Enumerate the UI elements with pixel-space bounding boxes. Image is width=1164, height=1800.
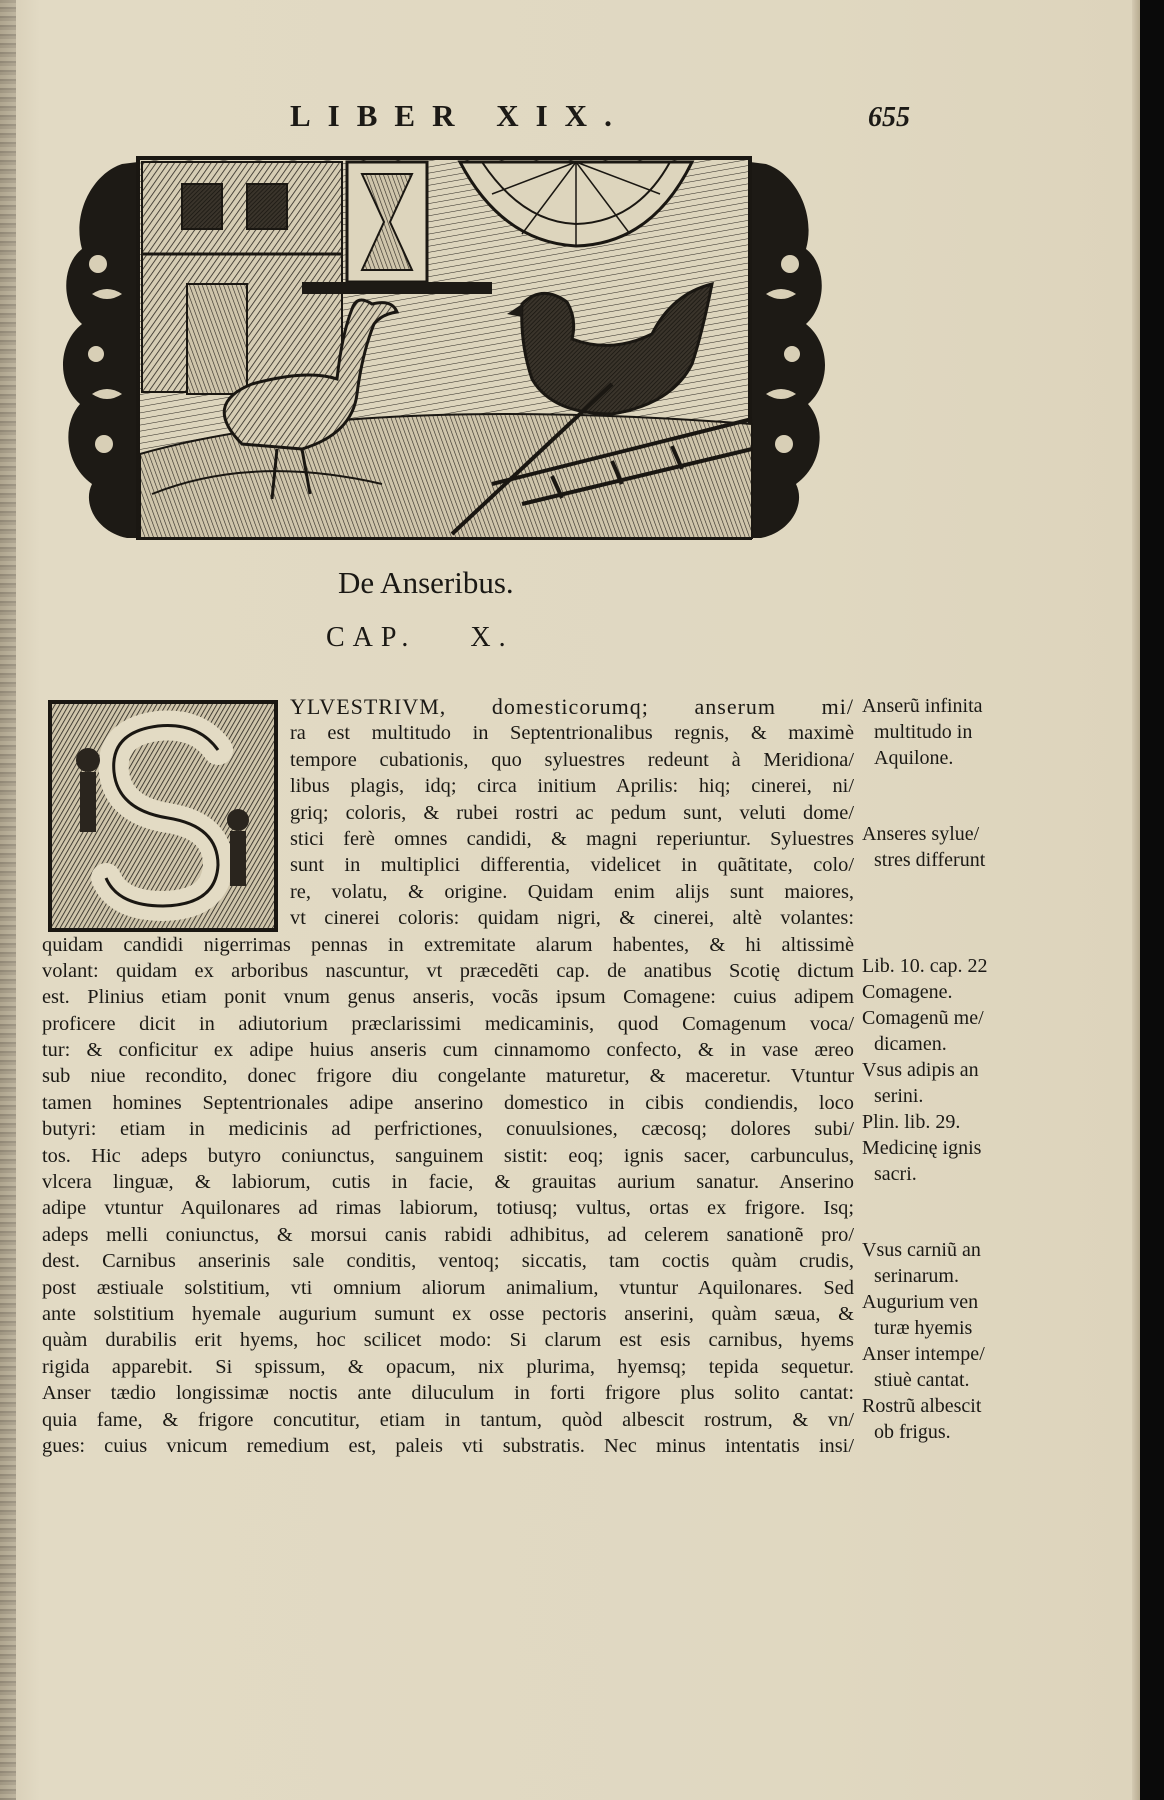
margin-note: Anserũ infinita <box>862 695 983 717</box>
margin-note: Medicinę ignis <box>862 1137 982 1159</box>
text-line: rigida apparebit. Si spissum, & opacum, nix plurima, hyemsq; tepida sequetur. <box>42 1355 854 1378</box>
page-edge <box>1132 0 1140 1800</box>
margin-note: Anseres sylue/ <box>862 823 980 845</box>
margin-note: multitudo in <box>874 721 973 743</box>
text-line: gues: cuius vnicum remedium est, paleis vti substratis. Nec minus intentatis insi/ <box>42 1434 854 1457</box>
text-line: vt cinerei coloris: quidam nigri, & cinerei, altè volantes: <box>290 907 854 930</box>
margin-note: stres differunt <box>874 849 986 871</box>
chapter-heading <box>326 622 514 654</box>
text-line: ante solstitium hyemale augurium sumunt ex osse pectoris anserini, quàm sæua, & <box>42 1302 854 1325</box>
text-line: tur: & conficitur ex adipe huius anseris cum cinnamomo confecto, & in vase æreo <box>42 1039 854 1062</box>
margin-note: serinarum. <box>874 1265 959 1287</box>
text-line: volant: quidam ex arboribus nascuntur, vt præcedẽti cap. de anatibus Scotię dictum <box>42 959 854 982</box>
page-gutter <box>0 0 16 1800</box>
text-line: adeps melli coniunctus, & morsui canis rabidi adhibitus, ad celerem sanationẽ pro/ <box>42 1223 854 1246</box>
text-line: est. Plinius etiam ponit vnum genus anseris, vocãs ipsum Comagene: cuius adipem <box>42 986 854 1009</box>
text-line: proficere dicit in adiutorium præclarissimi medicaminis, quod Comagenum voca/ <box>42 1012 854 1035</box>
text-line: libus plagis, idq; circa initium Aprilis: hiq; cinerei, ni/ <box>290 775 854 798</box>
body-text <box>42 694 854 1459</box>
margin-note: Vsus adipis an <box>862 1059 979 1081</box>
page-number: 655 <box>868 102 910 133</box>
text-line: Anser tædio longissimæ noctis ante diluculum in forti frigore plus solito cantat: <box>42 1382 854 1405</box>
margin-note: Plin. lib. 29. <box>862 1111 961 1133</box>
margin-note: Anser intempe/ <box>862 1343 985 1365</box>
margin-note: turæ hyemis <box>874 1317 973 1339</box>
margin-note: dicamen. <box>874 1033 947 1055</box>
margin-note: Rostrũ albescit <box>862 1395 982 1417</box>
text-line: griq; coloris, & rubei rostri ac pedum sunt, veluti dome/ <box>290 801 854 824</box>
text-line: quàm durabilis erit hyems, hoc scilicet modo: Si clarum est esis carnibus, hyems <box>42 1329 854 1352</box>
chapter-number: X. <box>470 622 514 653</box>
woodcut-illustration <box>52 154 836 544</box>
woodcut-goose-hen-image <box>52 154 836 544</box>
margin-note: stiuè cantat. <box>874 1369 970 1391</box>
text-line: stici ferè omnes candidi, & magni reperiuntur. Syluestres <box>290 827 854 850</box>
text-line: butyri: etiam in medicinis ad perfrictiones, conuulsiones, cæcosq; dolores subi/ <box>42 1118 854 1141</box>
text-line: ra est multitudo in Septentrionalibus regnis, & maximè <box>290 722 854 745</box>
margin-note: Lib. 10. cap. 22 <box>862 955 988 977</box>
text-line: YLVESTRIVM, domesticorumq; anserum mi/ <box>290 694 854 719</box>
margin-note: Comagene. <box>862 981 953 1003</box>
margin-note: serini. <box>874 1085 924 1107</box>
section-title: De Anseribus. <box>338 565 514 600</box>
text-line: sub niue recondito, donec frigore diu congelante maturetur, & maceretur. Vtuntur <box>42 1065 854 1088</box>
margin-note: Vsus carniũ an <box>862 1239 981 1261</box>
text-line: post æstiuale solstitium, vti omnium aliorum animalium, vtuntur Aquilonares. Sed <box>42 1276 854 1299</box>
text-line: dest. Carnibus anserinis sale conditis, ventoq; siccatis, tam coctis quàm crudis, <box>42 1250 854 1273</box>
text-line: tamen homines Septentrionales adipe anserino domestico in cibis condiendis, loco <box>42 1091 854 1114</box>
margin-note: Comagenũ me/ <box>862 1007 984 1029</box>
text-line: vlcera linguæ, & labiorum, cutis in facie, & grauitas aurium sanatur. Anserino <box>42 1171 854 1194</box>
margin-note: sacri. <box>874 1163 917 1185</box>
text-line: quia fame, & frigore concutitur, etiam in tantum, quòd albescit rostrum, & vn/ <box>42 1408 854 1431</box>
chapter-label: CAP. <box>326 622 417 653</box>
margin-note: Aquilone. <box>874 747 954 769</box>
text-line: sunt in multiplici differentia, videlicet in quãtitate, colo/ <box>290 854 854 877</box>
margin-note: ob frigus. <box>874 1421 951 1443</box>
text-line: quidam candidi nigerrimas pennas in extremitate alarum habentes, & hi altissimè <box>42 933 854 956</box>
text-line: tos. Hic adeps butyro coniunctus, sanguinem sistit: eoq; ignis sacer, carbunculus, <box>42 1144 854 1167</box>
text-line: adipe vtuntur Aquilonares ad rimas labiorum, totiusq; vultus, ortas ex frigore. Isq; <box>42 1197 854 1220</box>
text-line: tempore cubationis, quo syluestres redeunt à Meridiona/ <box>290 748 854 771</box>
running-head: LIBER XIX. <box>290 98 629 133</box>
text-line: re, volatu, & origine. Quidam enim alijs sunt maiores, <box>290 880 854 903</box>
margin-note: Augurium ven <box>862 1291 979 1313</box>
